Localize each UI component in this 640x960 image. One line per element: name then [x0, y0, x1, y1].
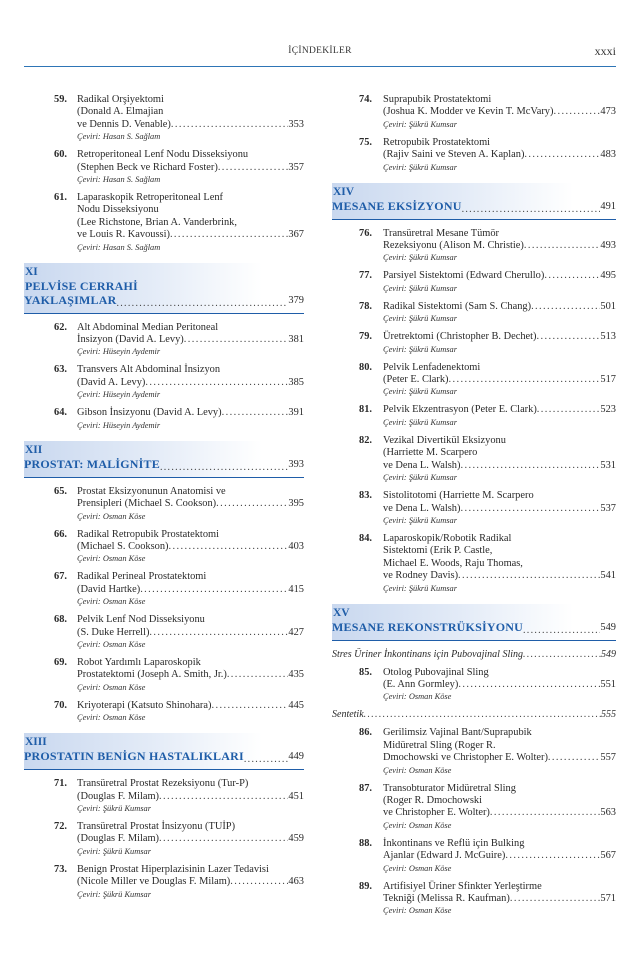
toc-entry-87[interactable]	[332, 783, 616, 831]
page-ref: 493	[600, 240, 616, 252]
chapter-number: 62.	[54, 321, 67, 333]
translator: Çeviri: Şükrü Kumsar	[383, 162, 457, 172]
chapter-title: Nodu Disseksiyonu	[77, 204, 159, 216]
section-header-xv[interactable]	[332, 604, 616, 641]
chapter-title: Üretrektomi (Christopher B. Dechet)	[383, 331, 537, 343]
section-underline	[332, 219, 616, 220]
toc-entry-74[interactable]	[332, 94, 616, 130]
translator: Çeviri: Osman Köse	[77, 511, 146, 521]
section-number: XIII	[25, 736, 47, 749]
chapter-number: 82.	[359, 434, 372, 446]
section-title: PROSTATIN BENİGN HASTALIKLARI	[24, 749, 244, 764]
chapter-title: Gerilimsiz Vajinal Bant/Suprapubik	[383, 727, 532, 739]
toc-entry-71[interactable]	[24, 778, 304, 814]
chapter-number: 83.	[359, 490, 372, 502]
page-ref: 531	[600, 459, 616, 471]
chapter-title: ve Dena L. Walsh)	[383, 502, 461, 514]
dot-leader	[505, 850, 600, 862]
chapter-title: (Harriette M. Scarpero	[383, 447, 478, 459]
dot-leader	[460, 460, 600, 472]
dot-leader	[159, 833, 288, 845]
dot-leader	[140, 584, 288, 596]
page-ref: 367	[288, 229, 304, 241]
dot-leader	[170, 229, 288, 241]
section-header-xiv[interactable]	[332, 183, 616, 220]
running-title: İÇİNDEKİLER	[288, 46, 352, 56]
section-underline	[332, 640, 616, 641]
page-ref: 357	[288, 161, 304, 173]
chapter-number: 59.	[54, 94, 67, 105]
chapter-title: Dmochowski ve Christopher E. Wolter)	[383, 752, 548, 764]
translator: Çeviri: Hüseyin Aydemir	[77, 390, 161, 400]
section-underline	[24, 313, 304, 314]
chapter-title: Pelvik Lenf Nod Disseksiyonu	[77, 614, 205, 626]
dot-leader	[230, 876, 288, 888]
chapter-title: Radikal Perineal Prostatektomi	[77, 571, 207, 583]
translator: Çeviri: Şükrü Kumsar	[383, 583, 457, 593]
chapter-number: 70.	[54, 699, 67, 711]
chapter-title: Robot Yardımlı Laparoskopik	[77, 656, 201, 668]
chapter-title: Pelvik Ekzentrasyon (Peter E. Clark)	[383, 404, 537, 416]
page-ref: 557	[600, 752, 616, 764]
page-ref: 491	[600, 200, 616, 212]
dot-leader	[149, 627, 288, 639]
translator: Çeviri: Şükrü Kumsar	[77, 846, 151, 856]
dot-leader	[553, 106, 600, 118]
dot-leader	[460, 503, 600, 515]
chapter-number: 89.	[359, 880, 372, 892]
header-rule	[24, 66, 616, 67]
chapter-number: 64.	[54, 407, 67, 419]
page-ref: 395	[288, 498, 304, 510]
chapter-title: Kriyoterapi (Katsuto Shinohara)	[77, 699, 212, 711]
toc-entry-89[interactable]	[332, 881, 616, 917]
chapter-number: 68.	[54, 614, 67, 626]
chapter-number: 72.	[54, 820, 67, 832]
toc-entry-79[interactable]	[332, 331, 616, 354]
chapter-title: (Roger R. Dmochowski	[383, 794, 482, 806]
section-title: YAKLAŞIMLAR	[24, 292, 117, 307]
translator: Çeviri: Osman Köse	[383, 692, 452, 702]
chapter-title: Transüretral Prostat Rezeksiyonu (Tur-P)	[77, 778, 249, 790]
page-ref: 517	[600, 374, 616, 386]
toc-entry-80[interactable]	[332, 362, 616, 398]
toc-entry-66[interactable]	[24, 529, 304, 565]
toc-right-column	[332, 94, 616, 923]
dot-leader	[222, 407, 289, 419]
page-ref: 537	[600, 502, 616, 514]
section-header-xi[interactable]	[24, 263, 304, 314]
chapter-number: 79.	[359, 331, 372, 343]
translator: Çeviri: Şükrü Kumsar	[383, 344, 457, 354]
toc-entry-78[interactable]	[332, 301, 616, 324]
toc-entry-75[interactable]	[332, 137, 616, 173]
dot-leader	[145, 377, 288, 389]
page-ref: 385	[288, 376, 304, 388]
translator: Çeviri: Osman Köse	[77, 713, 146, 723]
dot-leader	[548, 752, 601, 764]
chapter-title: Prostat Eksizyonunun Anatomisi ve	[77, 485, 226, 497]
page-ref: 567	[600, 850, 616, 862]
translator: Çeviri: Şükrü Kumsar	[383, 387, 457, 397]
chapter-title: (Donald A. Elmajian	[77, 106, 164, 118]
page-header	[24, 40, 616, 64]
chapter-title: Tekniği (Melissa R. Kaufman)	[383, 893, 510, 904]
chapter-title: (Douglas F. Milam)	[77, 833, 159, 845]
toc-entry-60[interactable]	[24, 149, 304, 185]
page-ref: 415	[288, 583, 304, 595]
chapter-title: (Stephen Beck ve Richard Foster)	[77, 161, 218, 173]
chapter-number: 75.	[359, 136, 372, 148]
section-number: XIV	[333, 185, 355, 198]
page-ref: 523	[600, 404, 616, 416]
translator: Çeviri: Osman Köse	[77, 597, 146, 607]
chapter-title: Parsiyel Sistektomi (Edward Cherullo)	[383, 270, 545, 282]
toc-entry-88[interactable]	[332, 838, 616, 874]
page-ref: 541	[600, 570, 616, 582]
chapter-title: ve Louis R. Kavoussi)	[77, 229, 170, 241]
chapter-number: 85.	[359, 666, 372, 678]
translator: Çeviri: Hasan S. Sağlam	[77, 242, 161, 252]
chapter-title: Transüretral Prostat İnsizyonu (TUİP)	[77, 820, 236, 832]
page-ref: 483	[600, 149, 616, 161]
toc-entry-67[interactable]	[24, 571, 304, 607]
translator: Çeviri: Şükrü Kumsar	[77, 889, 151, 899]
toc-entry-82[interactable]	[332, 435, 616, 483]
toc-entry-86[interactable]	[332, 727, 616, 775]
dot-leader	[458, 679, 600, 691]
chapter-title: Laparaskopik Retroperitoneal Lenf	[77, 192, 223, 204]
page-ref: 555	[601, 709, 616, 721]
toc-entry-70[interactable]	[24, 700, 304, 723]
subsection-title: Stres Üriner İnkontinans için Pubovajinal Sling	[332, 648, 524, 660]
dot-leader	[244, 749, 289, 767]
chapter-number: 81.	[359, 404, 372, 416]
chapter-number: 74.	[359, 94, 372, 105]
page-ref: 551	[600, 678, 616, 690]
translator: Çeviri: Osman Köse	[383, 820, 452, 830]
chapter-title: Prensipleri (Michael S. Cookson)	[77, 498, 217, 510]
dot-leader	[458, 570, 600, 582]
dot-leader	[490, 807, 601, 819]
dot-leader	[524, 149, 600, 161]
chapter-title: Pelvik Lenfadenektomi	[383, 361, 481, 373]
chapter-number: 65.	[54, 485, 67, 497]
translator: Çeviri: Şükrü Kumsar	[383, 515, 457, 525]
chapter-title: (Peter E. Clark)	[383, 374, 449, 386]
chapter-number: 76.	[359, 227, 372, 239]
section-number: XI	[25, 265, 38, 278]
translator: Çeviri: Osman Köse	[77, 554, 146, 564]
page-ref: 549	[601, 648, 616, 660]
chapter-title: ve Dena L. Walsh)	[383, 459, 461, 471]
subsection-title: Sentetik	[332, 709, 364, 721]
toc-entry-61[interactable]	[24, 192, 304, 253]
section-title: PROSTAT: MALİGNİTE	[24, 456, 160, 471]
dot-leader	[116, 293, 288, 311]
page-ref: 549	[600, 621, 616, 633]
translator: Çeviri: Hasan S. Sağlam	[77, 132, 161, 142]
chapter-title: Transvers Alt Abdominal İnsizyon	[77, 364, 221, 376]
page-ref: 393	[288, 458, 304, 470]
page-ref: 513	[600, 331, 616, 343]
chapter-title: (David A. Levy)	[77, 376, 146, 388]
chapter-title: (Nicole Miller ve Douglas F. Milam)	[77, 876, 231, 888]
dot-leader	[211, 700, 288, 712]
chapter-title: Artifisiyel Üriner Sfinkter Yerleştirme	[383, 880, 542, 892]
translator: Çeviri: Şükrü Kumsar	[383, 119, 457, 129]
page-ref: 379	[288, 294, 304, 306]
chapter-number: 71.	[54, 778, 67, 790]
chapter-title: Benign Prostat Hiperplazisinin Lazer Tedavisi	[77, 863, 269, 875]
section-title: PELVİSE CERRAHİ	[25, 278, 138, 293]
page-ref: 449	[288, 751, 304, 763]
translator: Çeviri: Osman Köse	[383, 906, 452, 916]
translator: Çeviri: Hasan S. Sağlam	[77, 175, 161, 185]
dot-leader	[216, 498, 288, 510]
chapter-number: 67.	[54, 571, 67, 583]
dot-leader	[171, 119, 289, 131]
chapter-title: (S. Duke Herrell)	[77, 626, 150, 638]
chapter-title: ve Rodney Davis)	[383, 570, 459, 582]
translator: Çeviri: Osman Köse	[77, 639, 146, 649]
translator: Çeviri: Şükrü Kumsar	[383, 253, 457, 263]
dot-leader	[227, 669, 289, 681]
dot-leader	[169, 541, 289, 553]
page-ref: 571	[600, 893, 616, 904]
chapter-title: (Douglas F. Milam)	[77, 790, 159, 802]
chapter-title: (Lee Richstone, Brian A. Vanderbrink,	[77, 216, 237, 228]
chapter-title: ve Christopher E. Wolter)	[383, 807, 490, 819]
page-ref: 459	[288, 833, 304, 845]
section-number: XV	[333, 606, 350, 619]
chapter-number: 80.	[359, 361, 372, 373]
dot-leader	[537, 404, 601, 416]
page-ref: 427	[288, 626, 304, 638]
chapter-title: Transobturator Midüretral Sling	[383, 782, 516, 794]
section-underline	[24, 477, 304, 478]
page-ref: 445	[288, 699, 304, 711]
toc-entry-77[interactable]	[332, 270, 616, 293]
chapter-title: (Joshua K. Modder ve Kevin T. McVary)	[383, 106, 554, 118]
page-ref: 495	[600, 270, 616, 282]
subsection-heading[interactable]	[332, 709, 616, 721]
translator: Çeviri: Osman Köse	[77, 682, 146, 692]
toc-entry-85[interactable]	[332, 667, 616, 703]
toc-entry-62[interactable]	[24, 322, 304, 358]
dot-leader	[537, 331, 601, 343]
page-ref: 563	[600, 807, 616, 819]
section-number: XII	[25, 443, 43, 456]
toc-entry-64[interactable]	[24, 407, 304, 430]
toc-entry-65[interactable]	[24, 486, 304, 522]
toc-entry-73[interactable]	[24, 864, 304, 900]
page-number: xxxi	[594, 44, 616, 58]
chapter-title: ve Dennis D. Venable)	[77, 118, 171, 130]
chapter-title: Retropubik Prostatektomi	[383, 136, 491, 148]
dot-leader	[184, 334, 289, 346]
section-header-xii[interactable]	[24, 441, 304, 478]
chapter-title: İnkontinans ve Reflü için Bulking	[383, 837, 525, 849]
chapter-title: Rezeksiyonu (Alison M. Christie)	[383, 240, 524, 252]
translator: Çeviri: Şükrü Kumsar	[383, 417, 457, 427]
page-ref: 473	[600, 106, 616, 118]
page-ref: 391	[288, 407, 304, 419]
chapter-number: 86.	[359, 727, 372, 739]
toc-entry-76[interactable]	[332, 228, 616, 264]
chapter-title: (Michael S. Cookson)	[77, 540, 169, 552]
chapter-title: Ajanlar (Edward J. McGuire)	[383, 850, 506, 862]
toc-entry-81[interactable]	[332, 404, 616, 427]
chapter-number: 88.	[359, 837, 372, 849]
chapter-number: 78.	[359, 300, 372, 312]
translator: Çeviri: Şükrü Kumsar	[383, 473, 457, 483]
chapter-number: 77.	[359, 270, 372, 282]
chapter-title: Sistektomi (Erik P. Castle,	[383, 545, 493, 557]
toc-entry-84[interactable]	[332, 533, 616, 594]
dot-leader	[364, 709, 601, 721]
translator: Çeviri: Hüseyin Aydemir	[77, 347, 161, 357]
translator: Çeviri: Osman Köse	[383, 765, 452, 775]
chapter-number: 73.	[54, 863, 67, 875]
section-underline	[24, 769, 304, 770]
dot-leader	[523, 649, 601, 661]
translator: Çeviri: Şükrü Kumsar	[383, 314, 457, 324]
page-ref: 463	[288, 876, 304, 888]
chapter-number: 87.	[359, 782, 372, 794]
toc-left-column	[24, 94, 304, 907]
chapter-title: Transüretral Mesane Tümör	[383, 227, 500, 239]
dot-leader	[524, 240, 601, 252]
chapter-title: Radikal Orşiyektomi	[77, 94, 164, 105]
chapter-title: (David Hartke)	[77, 583, 141, 595]
chapter-number: 84.	[359, 532, 372, 544]
dot-leader	[462, 199, 601, 217]
dot-leader	[510, 893, 601, 905]
chapter-number: 69.	[54, 656, 67, 668]
page-ref: 451	[288, 790, 304, 802]
chapter-title: Midüretral Sling (Roger R.	[383, 739, 496, 751]
dot-leader	[218, 162, 289, 174]
translator: Çeviri: Osman Köse	[383, 863, 452, 873]
chapter-title: Radikal Retropubik Prostatektomi	[77, 528, 219, 540]
toc-entry-68[interactable]	[24, 614, 304, 650]
chapter-title: (E. Ann Gormley)	[383, 678, 459, 690]
toc-entry-59[interactable]	[24, 94, 304, 142]
dot-leader	[449, 374, 601, 386]
dot-leader	[544, 270, 600, 282]
dot-leader	[523, 620, 600, 638]
chapter-title: Radikal Sistektomi (Sam S. Chang)	[383, 300, 532, 312]
dot-leader	[159, 791, 288, 803]
chapter-title: İnsizyon (David A. Levy)	[77, 334, 184, 346]
chapter-number: 60.	[54, 149, 67, 161]
chapter-title: (Rajiv Saini ve Steven A. Kaplan)	[383, 149, 525, 161]
chapter-number: 61.	[54, 192, 67, 204]
chapter-title: Michael E. Woods, Raju Thomas,	[383, 557, 523, 569]
toc-entry-72[interactable]	[24, 821, 304, 857]
translator: Çeviri: Hüseyin Aydemir	[77, 420, 161, 430]
translator: Çeviri: Şükrü Kumsar	[383, 283, 457, 293]
chapter-title: Vezikal Divertikül Eksizyonu	[383, 434, 506, 446]
toc-entry-69[interactable]	[24, 657, 304, 693]
page-ref: 435	[288, 669, 304, 681]
translator: Çeviri: Şükrü Kumsar	[77, 803, 151, 813]
page-ref: 353	[288, 118, 304, 130]
chapter-title: Otolog Pubovajinal Sling	[383, 666, 489, 678]
dot-leader	[160, 457, 288, 475]
chapter-title: Gibson İnsizyonu (David A. Levy)	[77, 407, 222, 419]
chapter-title: Laparoskopik/Robotik Radikal	[383, 532, 512, 544]
chapter-title: Prostatektomi (Joseph A. Smith, Jr.)	[77, 669, 227, 681]
page-ref: 403	[288, 540, 304, 552]
page-ref: 501	[600, 300, 616, 312]
chapter-title: Suprapubik Prostatektomi	[383, 94, 492, 105]
page-ref: 381	[288, 334, 304, 346]
chapter-number: 66.	[54, 528, 67, 540]
chapter-title: Retroperitoneal Lenf Nodu Disseksiyonu	[77, 149, 249, 161]
toc-entry-83[interactable]	[332, 490, 616, 526]
dot-leader	[531, 301, 600, 313]
chapter-number: 63.	[54, 364, 67, 376]
toc-entry-63[interactable]	[24, 364, 304, 400]
chapter-title: Alt Abdominal Median Peritoneal	[77, 321, 219, 333]
chapter-title: Sistolitotomi (Harriette M. Scarpero	[383, 490, 534, 502]
section-header-xiii[interactable]	[24, 733, 304, 770]
section-title: MESANE REKONSTRÜKSİYONU	[332, 619, 523, 634]
section-title: MESANE EKSİZYONU	[332, 198, 462, 213]
subsection-heading[interactable]	[332, 649, 616, 661]
